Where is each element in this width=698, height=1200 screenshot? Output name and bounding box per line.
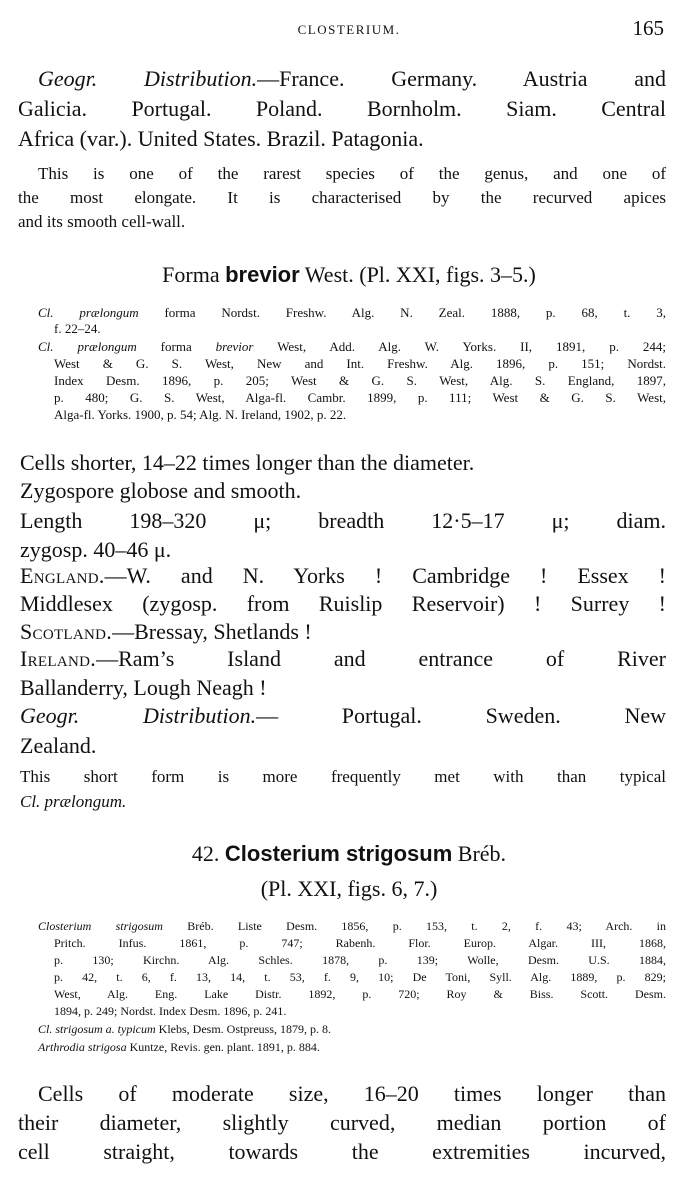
species-heading: [0, 843, 698, 865]
running-head: CLOSTERIUM.: [297, 22, 401, 37]
geo-label: Geogr. Distribution.: [38, 66, 258, 91]
synonymy-line: West & G. S. West, New and Int. Freshw. Alg. 1896, p. 151; Nordst.: [54, 356, 666, 371]
geo-distribution-2: [20, 705, 666, 727]
description-2-line: cell straight, towards the extremities incurved,: [18, 1139, 666, 1164]
synonymy-line: Alga-fl. Yorks. 1900, p. 54; Alg. N. Ireland, 1902, p. 22.: [54, 407, 347, 422]
measurement-line: zygosp. 40–46 μ.: [20, 537, 172, 562]
description-line: Cells shorter, 14–22 times longer than the diameter.: [20, 450, 475, 475]
note-2-line-2: [20, 793, 126, 810]
synonymy-line: p. 480; G. S. West, Alga-fl. Cambr. 1899, p. 111; West & G. S. West,: [54, 390, 666, 405]
locality-label: England.: [20, 563, 105, 588]
geo-label: Geogr. Distribution.: [20, 703, 257, 728]
synonymy-line: [38, 1023, 331, 1035]
locality-text: —Bressay, Shetlands !: [112, 619, 312, 644]
synonym-citation: Kuntze, Revis. gen. plant. 1891, p. 884.: [129, 1040, 320, 1054]
species-ref: Cl. prælongum.: [20, 792, 127, 811]
locality-text: —Ram’s Island and entrance of River: [96, 646, 666, 671]
synonymy-line: f. 22–24.: [54, 321, 101, 336]
locality-england: [20, 565, 666, 587]
synonymy-line: p. 130; Kirchn. Alg. Schles. 1878, p. 139; Wolle, Desm. U.S. 1884,: [54, 953, 666, 967]
forma-word: Forma: [162, 262, 220, 287]
synonym-word: forma: [160, 339, 192, 354]
synonymy-line: 1894, p. 249; Nordst. Index Desm. 1896, p. 241.: [54, 1004, 287, 1018]
synonymy-line: Index Desm. 1896, p. 205; West & G. S. West, Alg. S. England, 1897,: [54, 373, 666, 388]
forma-name: brevior: [225, 262, 300, 287]
description-line: Zygospore globose and smooth.: [20, 478, 302, 503]
synonym-citation: Bréb. Liste Desm. 1856, p. 153, t. 2, f. 43; Arch. in: [187, 919, 667, 933]
note-2-line-1: This short form is more frequently met with than typical: [20, 767, 666, 786]
description-2-line: Cells of moderate size, 16–20 times longer than: [38, 1081, 666, 1106]
synonymy-line: [38, 920, 666, 932]
species-name: Closterium strigosum: [224, 841, 453, 866]
forma-heading: [0, 264, 698, 286]
geo-distribution-line-3: Africa (var.). United States. Brazil. Patagonia.: [18, 126, 424, 151]
forma-authority: West. (Pl. XXI, figs. 3–5.): [304, 262, 536, 287]
page-number: 165: [632, 16, 664, 40]
geo-text: — Portugal. Sweden. New: [256, 703, 666, 728]
description-2-line: their diameter, slightly curved, median portion of: [18, 1110, 666, 1135]
measurement-line: Length 198–320 μ; breadth 12·5–17 μ; diam.: [20, 508, 666, 533]
note-line-2: the most elongate. It is characterised by the recurved apices: [18, 188, 666, 207]
synonymy-line: [38, 306, 666, 319]
geo-distribution-2-cont: Zealand.: [20, 733, 97, 758]
locality-label: Ireland.: [20, 646, 97, 671]
synonym-name: Cl. prælongum: [38, 305, 139, 320]
locality-text: —W. and N. Yorks ! Cambridge ! Essex !: [104, 563, 666, 588]
synonym-name: Closterium strigosum: [38, 919, 163, 933]
locality-scotland: [20, 621, 312, 643]
synonymy-line: Pritch. Infus. 1861, p. 747; Rabenh. Flor. Europ. Algar. III, 1868,: [54, 936, 666, 950]
locality-ireland: [20, 648, 666, 670]
note-line-3: and its smooth cell-wall.: [18, 212, 186, 231]
geo-text: —France. Germany. Austria and: [257, 66, 666, 91]
synonym-citation: West, Add. Alg. W. Yorks. II, 1891, p. 244;: [277, 339, 667, 354]
synonym-citation: forma Nordst. Freshw. Alg. N. Zeal. 1888, p. 68, t. 3,: [164, 305, 667, 320]
species-number: 42.: [191, 841, 220, 866]
species-authority: Bréb.: [457, 841, 507, 866]
locality-label: Scotland.: [20, 619, 113, 644]
synonym-citation: Klebs, Desm. Ostpreuss, 1879, p. 8.: [158, 1022, 331, 1036]
geo-distribution-line-2: Galicia. Portugal. Poland. Bornholm. Siam. Central: [18, 96, 666, 121]
synonym-name: Arthrodia strigosa: [38, 1040, 127, 1054]
locality-england-cont: Middlesex (zygosp. from Ruislip Reservoir) ! Surrey !: [20, 591, 666, 616]
synonym-name: Cl. strigosum a. typicum: [38, 1022, 156, 1036]
geo-distribution-line-1: [38, 68, 666, 90]
synonymy-line: [38, 340, 666, 353]
synonymy-line: [38, 1041, 320, 1053]
synonym-form: brevior: [215, 339, 254, 354]
note-line-1: This is one of the rarest species of the genus, and one of: [38, 164, 666, 183]
synonymy-line: West, Alg. Eng. Lake Distr. 1892, p. 720; Roy & Biss. Scott. Desm.: [54, 987, 666, 1001]
synonymy-line: p. 42, t. 6, f. 13, 14, t. 53, f. 9, 10; De Toni, Syll. Alg. 1889, p. 829;: [54, 970, 666, 984]
locality-ireland-cont: Ballanderry, Lough Neagh !: [20, 675, 267, 700]
synonym-name: Cl. prælongum: [38, 339, 137, 354]
species-plate-ref: (Pl. XXI, figs. 6, 7.): [260, 876, 438, 901]
